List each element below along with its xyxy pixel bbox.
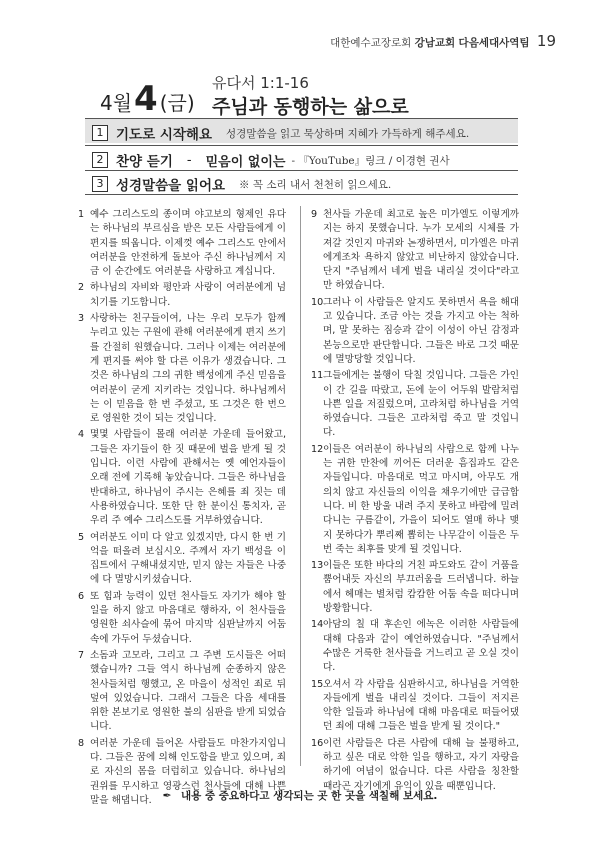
verse	[311, 443, 519, 557]
church-name: 강남교회	[414, 37, 456, 49]
verse	[78, 428, 286, 528]
rule-2	[85, 170, 518, 171]
step-number: 1	[92, 125, 108, 141]
verse	[78, 649, 286, 735]
step-description: ※ 꼭 소리 내서 천천히 읽으세요.	[239, 178, 392, 191]
rule-1	[85, 145, 518, 146]
verse-text: 소돔과 고모라, 그리고 그 주변 도시들은 어떠했습니까? 그들 역시 하나님께 순종하지 않은 천사들처럼 행했고, 온 마을이 성적인 죄로 뒤덮여 있었습니다. 그래서 그들은 다음 세대를 위한 본보기로 영원한 불의 심판을 받게 되었습니다.	[90, 649, 286, 733]
step-3	[92, 174, 391, 194]
verse	[78, 208, 286, 279]
verse	[78, 590, 286, 647]
date-weekday: (금)	[159, 91, 195, 115]
verse-text: 몇몇 사람들이 몰래 여러분 가운데 들어왔고, 그들은 자기들이 한 짓 때문에 벌을 받게 될 것입니다. 이런 사람에 관해서는 옛 예언자들이 오래 전에 기록해 놓았습니다. 그들은 하나님을 반대하고, 하나님이 주시는 은혜를 죄 짓는 데 사용하였습니다. 또한 단 한 분이신 통치자, 곧 우리 주 예수 그리스도를 거부하였습니다.	[90, 429, 286, 527]
page-title: 주님과 동행하는 삶으로	[212, 96, 409, 118]
verse-number: 5	[78, 531, 85, 543]
verse-text: 예수 그리스도의 종이며 야고보의 형제인 유다는 하나님의 부르심을 받은 모든 사람들에게 이 편지를 띄웁니다. 이제껏 예수 그리스도 안에서 여러분을 안전하게 돌보아 주신 하나님께서 지금 이 순간에도 여러분을 사랑하고 계십니다.	[90, 209, 286, 278]
step-1	[92, 123, 469, 143]
dept-name: 다음세대사역팀	[458, 37, 530, 49]
verse-text: 하나님의 자비와 평안과 사랑이 여러분에게 넘치기를 기도합니다.	[90, 282, 286, 308]
verse-text: 그들에게는 불행이 닥칠 것입니다. 그들은 가인이 간 길을 따랐고, 돈에 눈이 어두워 발람처럼 나쁜 일을 저질렀으며, 고라처럼 하나님을 거역하였습니다. 그들은 고라처럼 죽고 말 것입니다.	[323, 370, 519, 439]
verse-text: 그러나 이 사람들은 알지도 못하면서 욕을 해대고 있습니다. 조금 아는 것을 가지고 아는 척하며, 말 못하는 짐승과 같이 이성이 아닌 감정과 본능으로만 판단합니다. 그들은 바로 그것 때문에 멸망당할 것입니다.	[323, 296, 519, 365]
scripture-reference: 유다서 1:1-16	[212, 74, 309, 92]
page-number: 19	[536, 32, 556, 50]
verse-number: 9	[311, 209, 318, 220]
verse-number: 3	[78, 313, 85, 325]
step-number: 2	[92, 152, 108, 168]
verse-text: 천사들 가운데 최고로 높은 미가엘도 이렇게까지는 하지 못했습니다. 누가 모세의 시체를 가져갈 것인지 마귀와 논쟁하면서, 미가엘은 마귀에게조차 욕하지 않았고 비난하지 않았습니다. 단지 "주님께서 네게 벌을 내리실 것이다"라고만 하였습니다.	[323, 209, 519, 292]
verse-number: 16	[311, 737, 324, 749]
verse-number: 11	[311, 370, 324, 382]
verse-number: 10	[311, 296, 324, 308]
verse-number: 14	[311, 619, 324, 631]
footer-instruction	[0, 788, 600, 803]
verse-text: 아담의 칠 대 후손인 에녹은 이러한 사람들에 대해 다음과 같이 예언하였습니다. "주님께서 수많은 거룩한 천사들을 거느리고 곧 오실 것이다.	[323, 619, 519, 674]
verse	[78, 531, 286, 588]
verse-number: 6	[78, 590, 85, 602]
date-month: 4월	[100, 91, 133, 115]
verse	[311, 678, 519, 735]
verse-text: 오셔서 각 사람을 심판하시고, 하나님을 거역한 자들에게 벌을 내리실 것이다. 그들이 저지른 악한 일들과 하나님에 대해 마음대로 떠들어댔던 죄에 대해 그들은 벌을 받게 될 것이다."	[323, 678, 519, 733]
verse	[78, 312, 286, 426]
verse-number: 2	[78, 282, 85, 294]
step-dash: -	[186, 152, 192, 168]
verse-number: 7	[78, 649, 85, 661]
org-name: 대한예수교장로회	[330, 37, 412, 49]
step-label: 기도로 시작해요	[116, 127, 212, 143]
verse	[311, 737, 519, 794]
verse-text: 이들은 여러분이 하나님의 사람으로 함께 나누는 귀한 만찬에 끼어든 더러운 흠집과도 같은 자들입니다. 마음대로 먹고 마시며, 아무도 개의치 않고 자신들의 이익을 채우기에만 급급합니다. 비 한 방울 내려 주지 못하고 바람에 밀려다니는 구름같이, 가을이 되어도 열매 하나 맺지 못하다가 뿌리째 뽑히는 나무같이 이들은 두 번 죽는 최후를 맞게 될 것입니다.	[323, 443, 519, 555]
date-block	[100, 79, 195, 119]
verses-right-column	[311, 208, 519, 796]
verse-number: 1	[78, 209, 85, 220]
verses-left-column	[78, 208, 286, 810]
step-number: 3	[92, 176, 108, 192]
footer-text: 내용 중 중요하다고 생각되는 곳 한 곳을 색칠해 보세요.	[181, 790, 438, 802]
verse	[311, 296, 519, 367]
verse-number: 15	[311, 678, 324, 690]
verse	[78, 281, 286, 310]
verse	[311, 559, 519, 616]
verse-text: 여러분 가운데 들어온 사람들도 마찬가지입니다. 그들은 꿈에 의해 인도함을 받고 있으며, 죄로 자신의 몸을 더럽히고 있습니다. 하나님의 권위를 무시하고 영광스런 천사들에 대해 나쁜 말을 해댑니다.	[90, 737, 286, 806]
step-2	[92, 150, 450, 170]
youtube-link[interactable]: - 『YouTube』링크 / 이경현 권사	[291, 154, 450, 167]
step-description: 성경말씀을 읽고 묵상하며 지혜가 가득하게 해주세요.	[226, 127, 470, 140]
verse	[311, 369, 519, 440]
verse-text: 이런 사람들은 다른 사람에 대해 늘 불평하고, 하고 싶은 대로 악한 일을 행하고, 자기 자랑을 하기에 여념이 없습니다. 다른 사람을 칭찬할 때라곤 자기에게 유익이 있을 때뿐입니다.	[323, 737, 519, 792]
verse-number: 8	[78, 737, 85, 749]
step-label: 찬양 듣기	[116, 154, 173, 170]
column-divider	[300, 206, 301, 766]
verse	[311, 618, 519, 675]
page-header	[330, 32, 556, 50]
verse	[311, 208, 519, 294]
pen-icon: ✒	[162, 790, 172, 802]
verse-text: 사랑하는 친구들이여, 나는 우리 모두가 함께 누리고 있는 구원에 관해 여러분에게 편지 쓰기를 간절히 원했습니다. 그러나 이제는 여러분에게 편지를 써야 할 다른 이유가 생겼습니다. 그것은 하나님의 그의 귀한 백성에게 주신 믿음을 여러분이 굳게 지키라는 것입니다. 하나님께서는 이 믿음을 한 번 주셨고, 또 그것은 한 번으로 영원한 것이 되는 것입니다.	[90, 313, 286, 425]
verse-text: 여러분도 이미 다 알고 있겠지만, 다시 한 번 기억을 떠올려 보십시오. 주께서 자기 백성을 이집트에서 구해내셨지만, 믿지 않는 자들은 나중에 다 멸망시키셨습니다.	[90, 531, 286, 586]
verse-text: 또 힘과 능력이 있던 천사들도 자기가 해야 할 일을 하지 않고 마음대로 행하자, 이 천사들을 영원한 쇠사슬에 묶어 마지막 심판날까지 어둠 속에 가두어 두셨습니다.	[90, 590, 286, 645]
song-title: 믿음이 없이는	[205, 154, 286, 170]
verse-number: 12	[311, 443, 324, 455]
verse-number: 13	[311, 560, 324, 572]
verse-text: 이들은 또한 바다의 거친 파도와도 같이 거품을 뿜어내듯 자신의 부끄러움을 드러냅니다. 하늘에서 헤매는 별처럼 캄캄한 어둠 속을 떠다니며 방황합니다.	[323, 560, 519, 615]
rule-3	[85, 194, 518, 195]
step-label: 성경말씀을 읽어요	[116, 178, 226, 194]
date-day: 4	[134, 79, 158, 119]
verse-number: 4	[78, 429, 85, 441]
